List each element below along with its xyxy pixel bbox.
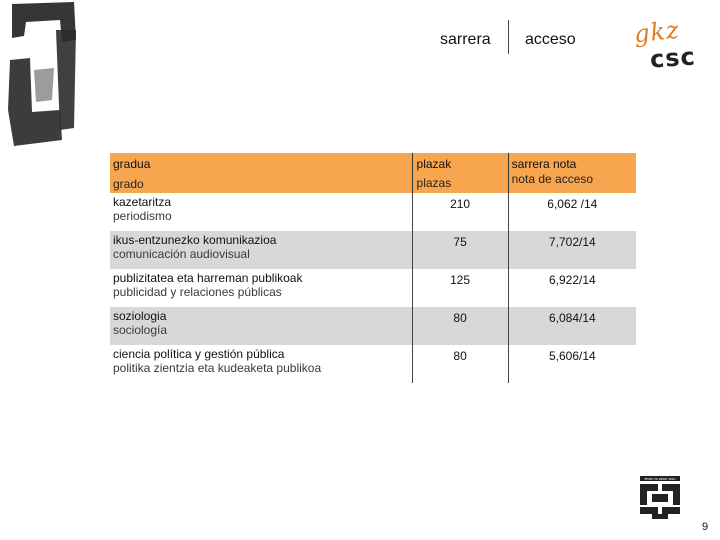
places-cell — [412, 231, 508, 269]
header-grade-es: nota de acceso — [511, 172, 594, 186]
logo-gkz-text: gkz — [632, 15, 681, 49]
places-cell — [412, 345, 508, 383]
grade-value: 6,062 /14 — [547, 197, 598, 211]
logo-csc-text: csc — [649, 42, 697, 74]
table-header-row — [110, 153, 636, 193]
degree-cell — [110, 269, 412, 307]
header-divider — [508, 20, 509, 54]
table-row — [110, 193, 636, 231]
university-logo-icon — [638, 476, 682, 520]
places-cell — [412, 307, 508, 345]
grade-cell — [508, 307, 636, 345]
header-sarrera: sarrera — [440, 31, 491, 48]
header-degree-cell — [110, 153, 412, 193]
degree-name-secondary: publicidad y relaciones públicas — [113, 285, 282, 299]
header-places-es: plazas — [416, 176, 452, 190]
degree-name-secondary: politika zientzia eta kudeaketa publikoa — [113, 361, 322, 375]
grade-value: 6,084/14 — [548, 311, 596, 325]
header-acceso: acceso — [525, 31, 576, 48]
grade-cell — [508, 193, 636, 231]
places-value: 125 — [450, 273, 471, 287]
admission-table — [110, 153, 636, 383]
places-value: 210 — [450, 197, 471, 211]
degree-name-primary: soziologia — [113, 309, 167, 323]
degree-name-primary: publizitatea eta harreman publikoak — [113, 271, 303, 285]
degree-cell — [110, 307, 412, 345]
places-cell — [412, 269, 508, 307]
grade-cell — [508, 231, 636, 269]
places-cell — [412, 193, 508, 231]
grade-cell — [508, 269, 636, 307]
degree-name-primary: ciencia política y gestión pública — [113, 347, 285, 361]
page-number: 9 — [702, 521, 709, 533]
header-grade-eu: sarrera nota — [511, 157, 577, 171]
places-value: 80 — [453, 349, 467, 363]
degree-name-secondary: comunicación audiovisual — [113, 247, 250, 261]
grade-value: 6,922/14 — [548, 273, 596, 287]
degree-cell — [110, 345, 412, 383]
header-degree-eu: gradua — [113, 157, 151, 171]
degree-cell — [110, 231, 412, 269]
header-places-cell — [412, 153, 508, 193]
table-row — [110, 231, 636, 269]
degree-cell — [110, 193, 412, 231]
table-row — [110, 307, 636, 345]
degree-name-secondary: periodismo — [113, 209, 172, 223]
header-grade-cell — [508, 153, 636, 193]
header-degree-es: grado — [113, 177, 144, 191]
table-row — [110, 345, 636, 383]
grade-value: 7,702/14 — [548, 235, 596, 249]
decorative-brush-mark — [4, 0, 78, 148]
degree-name-secondary: sociología — [113, 323, 168, 337]
grade-value: 5,606/14 — [548, 349, 596, 363]
places-value: 75 — [453, 235, 467, 249]
header-places-eu: plazak — [416, 157, 452, 171]
places-value: 80 — [453, 311, 467, 325]
degree-name-primary: ikus-entzunezko komunikazioa — [113, 233, 277, 247]
table-row — [110, 269, 636, 307]
grade-cell — [508, 345, 636, 383]
university-logo-caption: eman ta zabal zazu — [644, 477, 676, 481]
degree-name-primary: kazetaritza — [113, 195, 172, 209]
